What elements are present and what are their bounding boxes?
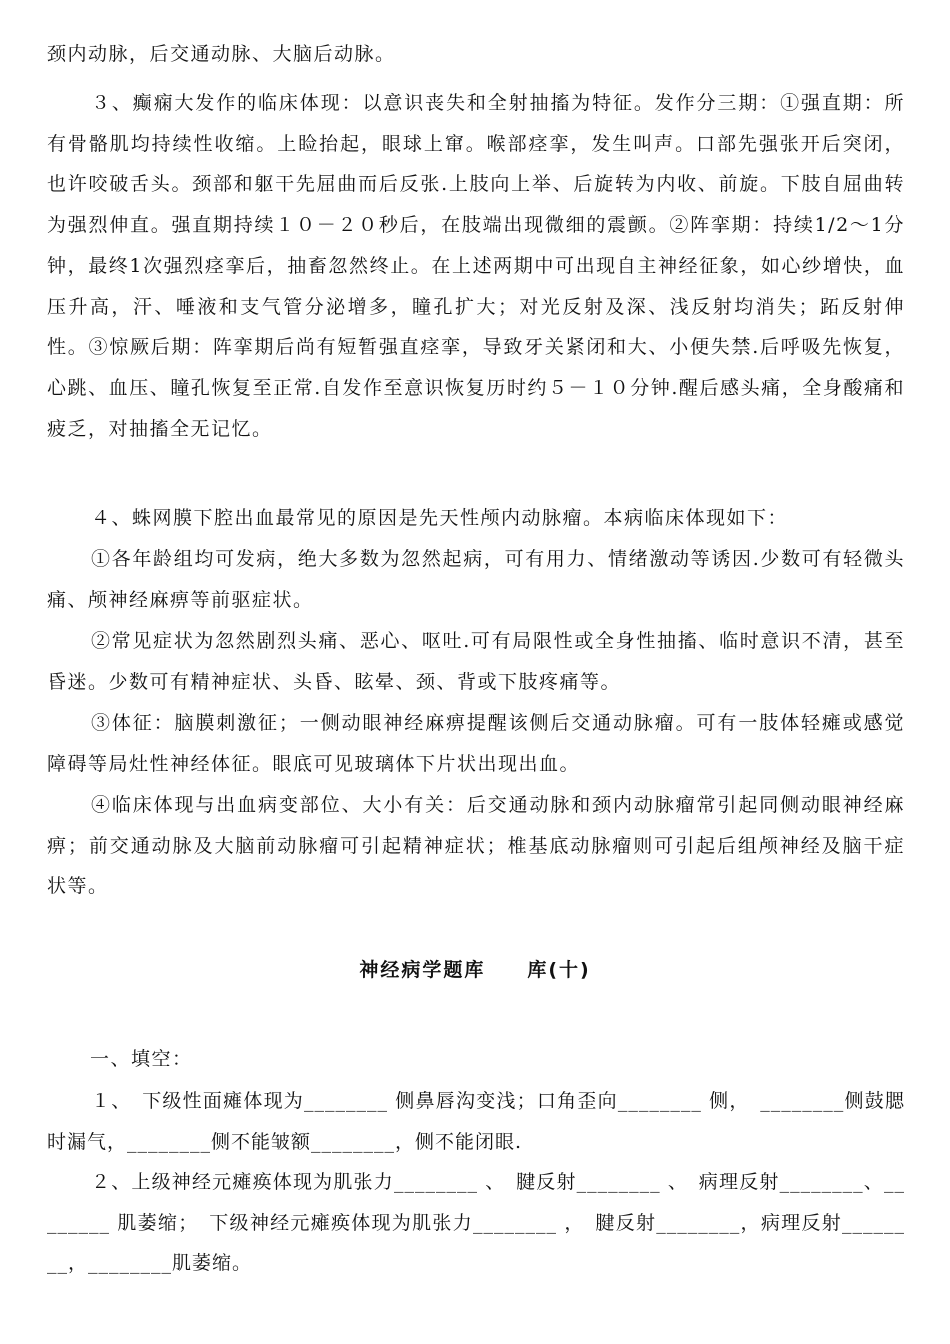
section-heading: 一、填空： [90, 1048, 193, 1070]
paragraph-sah-item-4: ④临床体现与出血病变部位、大小有关：后交通动脉和颈内动脉瘤常引起同侧动眼神经麻痹；前交通动脉及大脑前动脉瘤可引起精神症状；椎基底动脉瘤则可引起后组颅神经及脑干症状等。 [47, 794, 905, 898]
paragraph-sah-item-2: ②常见症状为忽然剧烈头痛、恶心、呕吐.可有局限性或全身性抽搐、临时意识不清，甚至昏迷。少数可有精神症状、头昏、眩晕、颈、背或下肢疼痛等。 [47, 630, 905, 693]
paragraph-continuation: 颈内动脉，后交通动脉、大脑后动脉。 [47, 43, 396, 65]
paragraph-sah-intro: ４、蛛网膜下腔出血最常见的原因是先天性颅内动脉瘤。本病临床体现如下： [91, 507, 789, 529]
question-2: ２、上级神经元瘫痪体现为肌张力________ 、 腱反射________ 、 病理反射________、________ 肌萎缩； 下级神经元瘫痪体现为肌张力________ ， 腱反射________，病理反射________，________肌萎缩。 [47, 1171, 905, 1275]
question-1: １、 下级性面瘫体现为________ 侧鼻唇沟变浅；口角歪向________ 侧， ________侧鼓腮时漏气，________侧不能皱额________，侧不能闭眼. [47, 1090, 905, 1153]
paragraph-sah-item-1: ①各年龄组均可发病，绝大多数为忽然起病，可有用力、情绪激动等诱因.少数可有轻微头痛、颅神经麻痹等前驱症状。 [47, 548, 905, 611]
page-title: 神经病学题库 库(十) [359, 959, 591, 981]
paragraph-epilepsy: ３、癫痫大发作的临床体现：以意识丧失和全射抽搐为特征。发作分三期：①强直期：所有骨骼肌均持续性收缩。上睑抬起，眼球上窜。喉部痉挛，发生叫声。口部先强张开后突闭，也许咬破舌头。颈部和躯干先屈曲而后反张.上肢向上举、后旋转为内收、前旋。下肢自屈曲转为强烈伸直。强直期持续１０－２０秒后，在肢端出现微细的震颤。②阵挛期：持续1/2～1分钟，最终1次强烈痉挛后，抽畜忽然终止。在上述两期中可出现自主神经征象，如心纱增快，血压升高，汗、唾液和支气管分泌增多，瞳孔扩大；对光反射及深、浅反射均消失；跖反射伸性。③惊厥后期：阵挛期后尚有短暂强直痉挛，导致牙关紧闭和大、小便失禁.后呼吸先恢复，心跳、血压、瞳孔恢复至正常.自发作至意识恢复历时约５－１０分钟.醒后感头痛，全身酸痛和疲乏，对抽搐全无记忆。 [47, 92, 905, 440]
paragraph-sah-item-3: ③体征：脑膜刺激征；一侧动眼神经麻痹提醒该侧后交通动脉瘤。可有一肢体轻瘫或感觉障碍等局灶性神经体征。眼底可见玻璃体下片状出现出血。 [47, 712, 905, 775]
